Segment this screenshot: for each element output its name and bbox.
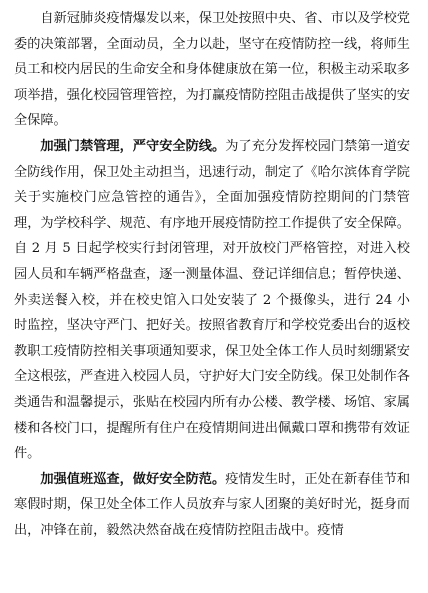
paragraph-duty-patrol — [14, 467, 410, 544]
paragraph-gate-management — [14, 134, 410, 467]
paragraph-lead-heading: 加强门禁管理，严守安全防线。 — [40, 138, 226, 154]
paragraph-lead-heading: 加强值班巡查，做好安全防范。 — [40, 471, 226, 487]
paragraph-text: 自新冠肺炎疫情爆发以来，保卫处按照中央、省、市以及学校党委的决策部署，全面动员，全力以赴，坚守在疫情防控一线，将师生员工和校内居民的生命安全和身体健康放在第一位，积极主动采取多项举措，强化校园管理管控，为打赢疫情防控阻击战提供了坚实的安全保障。 — [14, 11, 410, 129]
paragraph-text: 为了充分发挥校园门禁第一道安全防线作用，保卫处主动担当，迅速行动，制定了《哈尔滨体育学院关于实施校门应急管控的通告》，全面加强疫情防控期间的门禁管理，为学校科学、规范、有序地开展疫情防控工作提供了安全保障。自 2 月 5 日起学校实行封闭管理，对开放校门严格管控，对进入校园人员和车辆严格盘查，逐一测量体温、登记详细信息；暂停快递、外卖送餐入校，并在校史馆入口处安装了 2 个摄像头，进行 24 小时监控，坚决守严门、把好关。按照省教育厅和学校党委出台的返校教职工疫情防控相关事项通知要求，保卫处全体工作人员时刻绷紧安全这根弦，严查进入校园人员，守护好大门安全防线。保卫处制作各类通告和温馨提示，张贴在校园内所有办公楼、教学楼、场馆、家属楼和各校门口，提醒所有住户在疫情期间进出佩戴口罩和携带有效证件。 — [14, 138, 410, 462]
paragraph-intro — [14, 6, 410, 134]
paragraph-text: 疫情发生时，正处在新春佳节和寒假时期，保卫处全体工作人员放弃与家人团聚的美好时光，挺身而出，冲锋在前，毅然决然奋战在疫情防控阻击战中。疫情 — [14, 471, 410, 538]
